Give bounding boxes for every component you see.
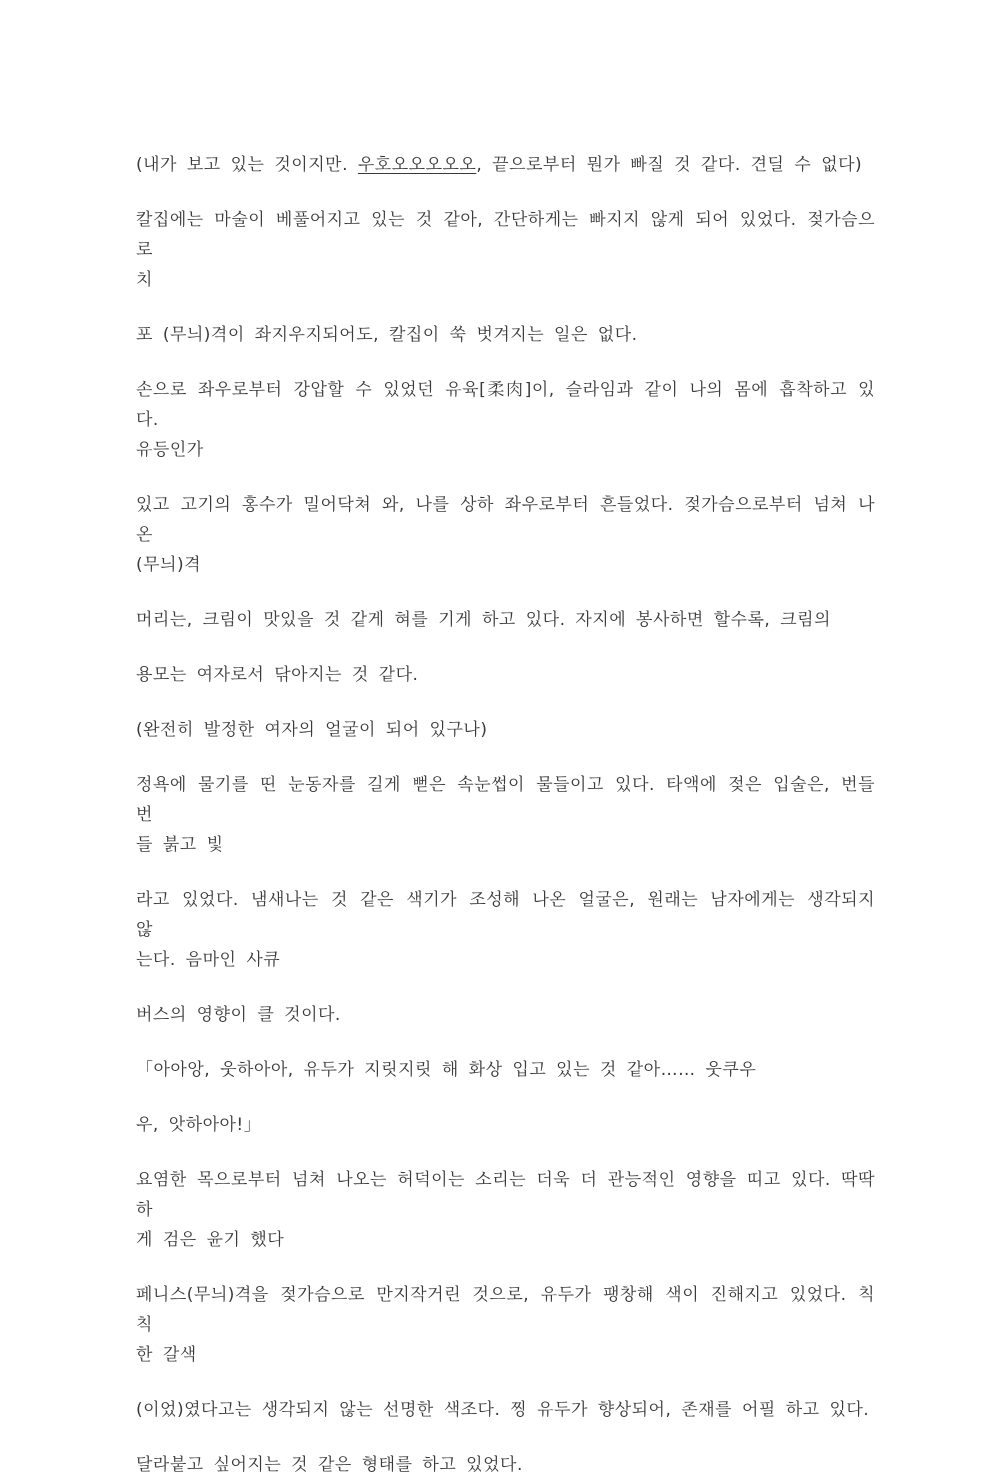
text-line: 칼집에는 마술이 베풀어지고 있는 것 같아, 간단하게는 빠지지 않게 되어 있었다. 젖가슴으로 xyxy=(136,210,875,260)
text-line: 용모는 여자로서 닦아지는 것 같다. xyxy=(136,665,419,685)
underlined-text: 우호오오오오오 xyxy=(357,155,477,175)
text-segment: , 끝으로부터 뭔가 빠질 것 같다. 견딜 수 없다) xyxy=(476,155,863,175)
paragraph xyxy=(136,320,875,350)
text-line: 페니스(무늬)격을 젖가슴으로 만지작거린 것으로, 유두가 팽창해 색이 진해지고 있었다. 칙칙 xyxy=(136,1285,875,1335)
text-line: 우, 앗하아아!」 xyxy=(136,1115,262,1135)
text-line: (이었)였다고는 생각되지 않는 선명한 색조다. 찡 유두가 향상되어, 존재를 어필 하고 있다. xyxy=(136,1400,870,1420)
paragraph xyxy=(136,1165,875,1255)
paragraph xyxy=(136,1395,875,1425)
text-line: 「아아앙, 웃하아아, 유두가 지릿지릿 해 화상 입고 있는 것 같아…… 웃쿠우 xyxy=(136,1060,757,1080)
paragraph xyxy=(136,1110,875,1140)
paragraph xyxy=(136,375,875,465)
paragraph xyxy=(136,605,875,635)
paragraphs-container xyxy=(136,150,875,1480)
paragraph xyxy=(136,885,875,975)
text-line: 달라붙고 싶어지는 것 같은 형태를 하고 있었다. xyxy=(136,1455,523,1475)
text-line: 손으로 좌우로부터 강압할 수 있었던 유육[柔肉]이, 슬라임과 같이 나의 몸에 흡착하고 있다. xyxy=(136,380,875,430)
text-line xyxy=(136,150,875,180)
paragraph xyxy=(136,1000,875,1030)
text-line: 한 갈색 xyxy=(136,1345,197,1365)
paragraph xyxy=(136,715,875,745)
text-line: 치 xyxy=(136,270,153,290)
paragraph xyxy=(136,1450,875,1480)
text-line: 포 (무늬)격이 좌지우지되어도, 칼집이 쑥 벗겨지는 일은 없다. xyxy=(136,325,638,345)
text-line: (완전히 발정한 여자의 얼굴이 되어 있구나) xyxy=(136,720,488,740)
text-segment: (내가 보고 있는 것이지만. xyxy=(136,155,358,175)
paragraph xyxy=(136,490,875,580)
text-line: 유등인가 xyxy=(136,440,204,460)
paragraph xyxy=(136,660,875,690)
paragraph xyxy=(136,770,875,860)
text-line: 버스의 영향이 클 것이다. xyxy=(136,1005,341,1025)
paragraph xyxy=(136,1055,875,1085)
text-line: 정욕에 물기를 띤 눈동자를 길게 뻗은 속눈썹이 물들이고 있다. 타액에 젖은 입술은, 번들번 xyxy=(136,775,875,825)
paragraph xyxy=(136,1280,875,1370)
text-line: 라고 있었다. 냄새나는 것 같은 색기가 조성해 나온 얼굴은, 원래는 남자에게는 생각되지 않 xyxy=(136,890,875,940)
text-line: (무늬)격 xyxy=(136,555,202,575)
text-line: 는다. 음마인 사큐 xyxy=(136,950,281,970)
text-line: 요염한 목으로부터 넘쳐 나오는 허덕이는 소리는 더욱 더 관능적인 영향을 띠고 있다. 딱딱하 xyxy=(136,1170,875,1220)
text-line: 머리는, 크림이 맛있을 것 같게 혀를 기게 하고 있다. 자지에 봉사하면 할수록, 크림의 xyxy=(136,610,831,630)
paragraph xyxy=(136,205,875,295)
text-line: 들 붉고 빛 xyxy=(136,835,224,855)
text-line: 있고 고기의 홍수가 밀어닥쳐 와, 나를 상하 좌우로부터 흔들었다. 젖가슴으로부터 넘쳐 나온 xyxy=(136,495,875,545)
text-line: 게 검은 윤기 했다 xyxy=(136,1230,285,1250)
paragraph xyxy=(136,150,875,180)
